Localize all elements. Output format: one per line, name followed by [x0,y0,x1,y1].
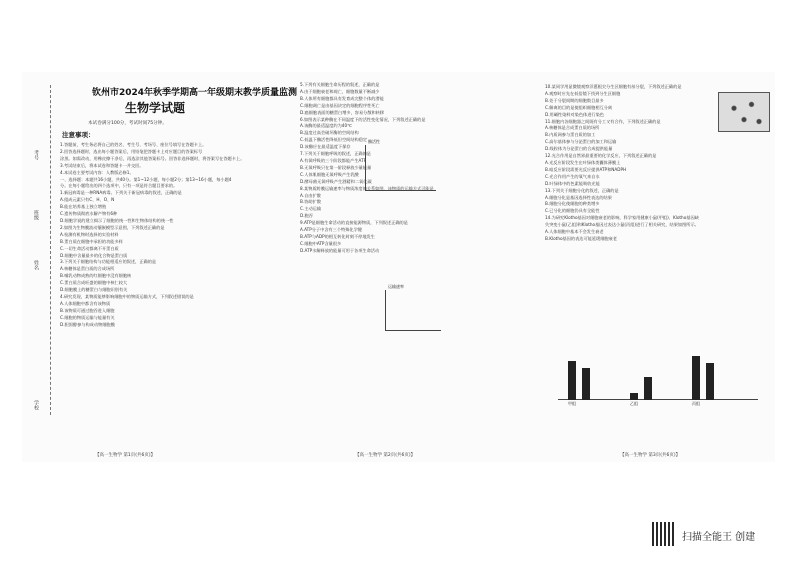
bar-0-1 [582,368,590,400]
footer-page-3: 【高一生物学 第3页(共6页)】 [620,453,681,458]
text-line: B.能在培养基上独立增殖 [60,204,107,210]
column-left [60,142,275,328]
text-line: A.观察时应先在低倍镜下找到分生区细胞 [545,90,621,96]
text-line: D.癌细胞表面的糖蛋白增多，容易分散和转移 [300,109,385,115]
bar-2-1 [706,363,714,400]
text-line: D.细胞学说的建立揭示了细胞的统一性和生物体结构的统一性 [60,217,174,223]
side-label-class: 班级 [33,210,39,220]
text-line: D.叶绿体中的色素能吸收光能 [545,180,600,186]
text-line: C.高尔基体参与分泌蛋白的加工和运输 [545,139,617,145]
text-line: B.处于分裂间期的细胞数目最多 [545,97,604,103]
text-line: 14.为研究Klotho基因对细胞衰老的影响，科学家用健康小鼠(甲组)、Klotho基因缺 [545,215,699,221]
text-line: 失突变小鼠(乙组)和Klotho基因过表达小鼠(丙组)进行了相关研究，结果如图所示。 [545,222,699,228]
footer-page-1: 【高一生物学 第1页(共6页)】 [95,453,156,458]
attention-heading: 注意事项： [62,131,95,139]
text-line: 4.本试卷主要考试内容：人教版必修1。 [60,169,134,175]
text-line: 8.某物质跨膜运输速率与物质浓度的关系如图，该物质的运输方式可能是 [300,185,434,191]
bar-1-1 [644,377,652,400]
category-label: 甲组 [568,401,576,406]
text-line: A.有氧呼吸的三个阶段都能产生ATP [300,157,367,163]
text-line: 10.某同学用显微镜观察洋葱根尖分生区细胞有丝分裂，下列叙述正确的是 [545,84,682,89]
text-line: 4.研究发现，某物质能够影响细胞中的物质运输方式，下列叙述错误的是 [60,293,194,299]
text-line: A.人体细胞中基本不会发生衰老 [545,229,604,235]
category-label: 丙组 [692,401,700,406]
text-line: 一、选择题：本题共16小题，共40分。第1~12小题，每小题2分；第13~16小题，每小题4 [60,176,232,182]
text-line: 3.下列关于细胞结构与功能相适应的叙述，正确的是 [60,259,157,265]
text-line: 2.回答选择题时，选出每小题答案后，用铅笔把答题卡上对应题目的答案标号 [60,148,203,154]
text-line: B.ATP与ADP的相互转化时刻不停地发生 [300,233,375,239]
exam-title: 钦州市2024年秋季学期高一年级期末教学质量监测 [92,88,298,98]
text-line: C.蛋白质合成旺盛的细胞中核仁较大 [60,280,128,286]
text-line: 9.ATP是细胞生命活动的直接能源物质，下列叙述正确的是 [300,220,408,226]
text-line: B.温度过高会破坏酶的空间结构 [300,130,359,136]
text-line: A.由于细胞衰老和凋亡，细胞数量不断减少 [300,88,380,94]
text-line: C.解离的目的是使组织细胞相互分离 [545,104,613,110]
text-line: D.酵母菌无氧呼吸产生酒精和二氧化碳 [300,178,372,184]
text-line: A.光反应阶段发生在叶绿体类囊体薄膜上 [545,159,621,165]
text-line: B.协助扩散 [300,199,321,205]
scanner-watermark: 扫描全能王 创建 [682,532,756,543]
text-line: 13.下列关于细胞分化的叙述，正确的是 [545,187,619,193]
text-line: 11.细胞内各细胞器之间既有分工又有合作，下列叙述正确的是 [545,118,661,124]
side-label-exam-number: 考号 [33,150,39,160]
text-line: 12.光合作用是自然界最重要的化学反应，下列叙述正确的是 [545,153,657,159]
bar-2-0 [692,356,700,400]
text-line: C.遗传物质彻底水解产物有6种 [60,211,118,217]
text-line: C.已分化的细胞仍具有全能性 [545,208,600,214]
category-label: 乙组 [630,401,638,406]
text-line: 6.如图表示某种酶在不同温度下的活性变化情况，下列叙述正确的是 [300,116,426,122]
text-line: C.主动运输 [300,206,322,212]
side-label-name: 姓名 [33,260,39,270]
text-line: 3.考试结束后，将本试卷和答题卡一并交回。 [60,162,144,168]
text-line: 分。在每小题给出的四个选项中，只有一项是符合题目要求的。 [60,183,178,189]
side-label-school: 学校 [33,400,39,410]
text-line: D.该酶应在最适温度下保存 [300,144,351,150]
text-line: D.ATP水解释放的能量可用于各项生命活动 [300,247,380,253]
text-line: C.细胞中ATP含量很多 [300,240,342,246]
text-line: A.自由扩散 [300,192,321,198]
text-line: D.线粒体为分泌蛋白的合成提供能量 [545,146,613,152]
text-line: 2.如图为生物膜流动镶嵌模型示意图，下列叙述正确的是 [60,224,165,230]
q8-curve-figure [385,284,441,331]
text-line: A.人体细胞中都含有该物质 [60,300,111,306]
exam-note: 本试卷满分100分，考试时间75分钟。 [88,121,167,126]
text-line: D.用碱性染料对染色体进行染色 [545,111,604,117]
text-line: A.细胞分化是基因选择性表达的结果 [545,194,612,200]
text-line: 5.下列有关细胞生命历程的叙述，正确的是 [300,82,380,87]
text-line: C.光合作用产生的氧气来自水 [545,173,600,179]
text-line: C.低温下酶活性降低但空间结构稳定 [300,137,368,143]
text-line: C.人体肌细胞无氧呼吸产生乳酸 [300,171,359,177]
text-line: B.内质网参与蛋白质的加工 [545,132,596,138]
text-line: B.无氧呼吸只在第一阶段释放少量能量 [300,164,372,170]
q14-bar-chart [558,352,758,406]
cell-micrograph [718,92,770,132]
text-line: D.胆固醇参与构成动物细胞膜 [60,321,115,327]
text-line: C.细胞的物质运输与能量有关 [60,314,115,320]
text-line: B.细胞分化使细胞的种类增多 [545,201,600,207]
q6-line-figure [365,139,436,191]
text-line: B.暗反应阶段需要光反应提供ATP和NADPH [545,166,627,172]
text-line: A.检测有机物时选择的实验材料 [60,231,119,237]
text-line: C.一切生命活动都离不开蛋白质 [60,245,119,251]
q6-figure-label: 酶活性 [368,139,380,144]
text-line: 7.下列关于细胞呼吸的叙述，正确的是 [300,151,371,157]
binding-line [50,85,51,415]
exam-subject: 生物学试题 [125,101,186,115]
text-line: A.核糖体是合成蛋白质的场所 [545,125,600,131]
text-line: B.人体所有细胞都具有发育成完整个体的潜能 [300,95,384,101]
bar-0-0 [568,361,576,400]
text-line: 1.新冠病毒是一种RNA病毒。下列关于新冠病毒的叙述，正确的是 [60,190,182,196]
text-line: D.胞吞 [300,213,313,219]
qr-code-icon [652,522,676,546]
text-line: A.该酶的最适温度约为40℃ [300,123,352,129]
text-line: 1.答题前，考生务必将自己的姓名、考生号、考场号、座位号填写在答题卡上。 [60,142,207,147]
text-line: D.细胞膜上的糖蛋白与细胞识别有关 [60,287,128,293]
text-line: 涂黑。如需改动，用橡皮擦干净后，再选涂其他答案标号。回答非选择题时，将答案写在答题卡上。 [60,155,245,161]
q8-figure-label: 运输速率 [388,284,404,289]
text-line: A.核糖体是蛋白质的合成场所 [60,266,115,272]
text-line: B.该物质可通过胞吞进入细胞 [60,307,115,313]
text-line: B.蛋白质在细胞中承担的功能多样 [60,238,123,244]
text-line: C.细胞凋亡是由基因决定的细胞程序性死亡 [300,102,380,108]
bar-1-0 [630,393,638,400]
footer-page-2: 【高一生物学 第2页(共6页)】 [355,453,416,458]
text-line: A.ATP分子中含有三个特殊化学键 [300,227,362,233]
text-line: D.细胞中含量最多的化合物是蛋白质 [60,252,128,258]
text-line: B.哺乳动物成熟的红细胞中没有细胞核 [60,273,132,279]
text-line: B.Klotho基因的表达可能延缓细胞衰老 [545,235,617,241]
text-line: A.组成元素只有C、H、O、N [60,197,115,203]
